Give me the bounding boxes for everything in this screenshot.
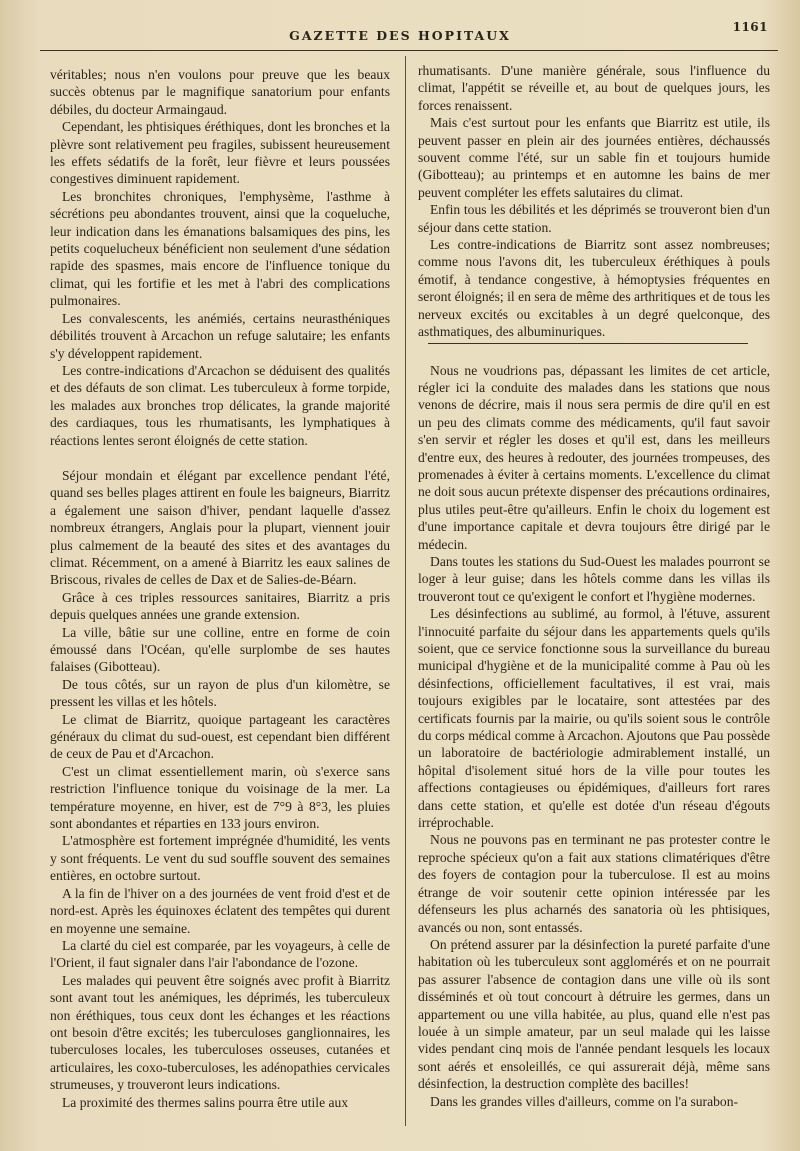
page-header (0, 28, 800, 48)
paragraph: La ville, bâtie sur une colline, entre en forme de coin émoussé dans l'Océan, qu'elle surplombe de ses hautes falaises (Gibotteau). (50, 624, 390, 675)
paragraph: De tous côtés, sur un rayon de plus d'un kilomètre, se pressent les villas et les hôtels. (50, 676, 390, 710)
column-divider (405, 56, 406, 1126)
paragraph: On prétend assurer par la désinfection la pureté parfaite d'une habitation où les tuberculeux sont agglomérés et on ne pourrait pas assurer l'absence de contagion dans une ville où ils sont disséminés et où tout concourt à détruire les germes, dans un appartement ou une villa habitée, au plus, quand elle n'est pas louée à un simple amateur, par un seul malade qui les laisse vides pendant cinq mois de l'année pendant lesquels les locaux sont aérés et ensoleillés, ce qui assurerait déjà, même sans désinfection, la destruction complète des bacilles! (418, 936, 770, 1092)
journal-title: GAZETTE DES HOPITAUX (289, 28, 511, 43)
paragraph: Les convalescents, les anémiés, certains neurasthéniques débilités trouvent à Arcachon un refuge salutaire; les enfants s'y développent rapidement. (50, 310, 390, 361)
section-gap (418, 344, 770, 362)
section-gap (50, 449, 390, 467)
paragraph: C'est un climat essentiellement marin, où s'exerce sans restriction l'influence tonique du voisinage de la mer. La température moyenne, en hiver, est de 7°9 à 8°3, les pluies sont abondantes et réparties en 133 jours environ. (50, 763, 390, 832)
paragraph: Le climat de Biarritz, quoique partageant les caractères généraux du climat du sud-ouest, est cependant bien différent de ceux de Pau et d'Arcachon. (50, 711, 390, 762)
paragraph: Mais c'est surtout pour les enfants que Biarritz est utile, ils peuvent passer en plein air des journées entières, déchaussés souvent comme l'été, sur un sable fin et toujours humide (Gibotteau); au printemps et en automne les bains de mer peuvent compléter les effets salutaires du climat. (418, 115, 770, 200)
paragraph: véritables; nous n'en voulons pour preuve que les beaux succès obtenus par le magnifique sanatorium pour enfants débiles, du docteur Armaingaud. (50, 67, 390, 117)
paragraph: Dans les grandes villes d'ailleurs, comme on l'a surabon- (430, 1093, 739, 1109)
header-rule (40, 50, 778, 51)
paragraph: A la fin de l'hiver on a des journées de vent froid d'est et de nord-est. Après les équinoxes éclatent des tempêtes qui durent en moyenne une semaine. (50, 885, 390, 936)
paragraph: Grâce à ces triples ressources sanitaires, Biarritz a pris depuis quelques années une grande extension. (50, 589, 390, 623)
paragraph: Les désinfections au sublimé, au formol, à l'étuve, assurent l'innocuité parfaite du séjour dans les appartements quels qu'ils soient, que ce service fonctionne sous la surveillance du bureau municipal d'hygiène et de la municipalité comme à Pau où les désinfections, officiellement facultatives, il est vrai, mais toujours exigibles par le locataire, sont attestées par des certificats fournis par la mairie, ou qu'ils soient sous le contrôle du corps médical comme à Arcachon. Ajoutons que Pau possède un laboratoire de bactériologie admirablement installé, un hôpital d'isolement situé hors de la ville pour toutes les affections contagieuses ou épidémiques, d'ailleurs fort rares dans cette station, et qu'elle est dotée d'un réseau d'égouts irréprochable. (418, 606, 770, 831)
paragraph: La proximité des thermes salins pourra être utile aux (62, 1094, 349, 1110)
paragraph: Séjour mondain et élégant par excellence pendant l'été, quand ses belles plages attirent en foule les baigneurs, Biarritz a également une saison d'hiver, pendant laquelle d'assez nombreux étrangers, Anglais pour la plupart, viennent jouir plus calmement de la beauté des sites et des avantages du climat. Récemment, on a amené à Biarritz les eaux salines de Briscous, rivales de celles de Dax et de Salies-de-Béarn. (50, 467, 390, 588)
paragraph: Dans toutes les stations du Sud-Ouest les malades pourront se loger à leur guise; dans les hôtels comme dans les villas ils trouveront tout ce qu'exigent le confort et l'hygiène modernes. (418, 553, 770, 604)
paragraph: L'atmosphère est fortement imprégnée d'humidité, les vents y sont fréquents. Le vent du sud souffle souvent des semaines entières, en octobre surtout. (50, 833, 390, 884)
page-number: 1161 (732, 20, 768, 34)
paragraph: Les contre-indications de Biarritz sont assez nombreuses; comme nous l'avons dit, les tuberculeux éréthiques à pouls émotif, à tendance congestive, à hémoptysies fréquentes en seront éloignés; il en sera de même des arthritiques et de tous les nerveux excités ou excitables à un degré quelconque, des asthmatiques, des albuminuriques. (418, 237, 770, 340)
paragraph: La clarté du ciel est comparée, par les voyageurs, à celle de l'Orient, il faut signaler dans l'air l'abondance de l'ozone. (50, 937, 390, 971)
paragraph: Les malades qui peuvent être soignés avec profit à Biarritz sont avant tout les anémiques, les déprimés, les tuberculeux non éréthiques, tous ceux dont les échanges et les réactions ont besoin d'être excités; les tuberculoses ganglionnaires, les tuberculoses locales, les tuberculoses osseuses, cutanées et articulaires, les coxo-tuberculoses, les adénopathies cervicales strumeuses, y trouveront leurs indications. (50, 972, 390, 1093)
paragraph: Les bronchites chroniques, l'emphysème, l'asthme à sécrétions peu abondantes trouvent, ainsi que la coqueluche, leur indication dans les émanations balsamiques des pins, les petits coquelucheux bénéficient non seulement d'une sédation rapide des spasmes, mais encore de l'influence tonique du climat, qui les fortifie et les met à l'abri des complications pulmonaires. (50, 188, 390, 309)
left-column (50, 66, 390, 1111)
paragraph: Cependant, les phtisiques éréthiques, dont les bronches et la plèvre sont relativement peu fragiles, subissent heureusement les effets sédatifs de la forêt, leur fièvre et leurs poussées congestives diminuent rapidement. (50, 119, 390, 187)
paragraph: rhumatisants. D'une manière générale, sous l'influence du climat, l'appétit se réveille et, au bout de quelques jours, les forces renaissent. (418, 63, 770, 113)
right-column (418, 62, 770, 1110)
paragraph: Nous ne voudrions pas, dépassant les limites de cet article, régler ici la conduite des malades dans les stations que nous venons de décrire, mais il nous sera permis de dire qu'il en est un peu des climats comme des médicaments, qu'il faut savoir s'en servir et régler les doses et qu'il est, dans les meilleurs d'entre eux, des heures à redouter, des journées trompeuses, des promenades à éviter à certains moments. L'excellence du climat ne doit sous aucun prétexte dispenser des précautions ordinaires, plus utiles peut-être qu'ailleurs. Enfin le choix du logement est d'une importance capitale et devra toujours être dirigé par le médecin. (418, 362, 770, 552)
paragraph: Les contre-indications d'Arcachon se déduisent des qualités et des défauts de son climat. Les tuberculeux à forme torpide, les malades aux bronches trop délicates, la grande majorité des cardiaques, tous les rhumatisants, les lymphatiques à réactions lentes seront éloignés de cette station. (50, 362, 390, 448)
paragraph: Nous ne pouvons pas en terminant ne pas protester contre le reproche spécieux qu'on a fait aux stations climatériques d'être des foyers de contagion pour la tuberculose. Il est au moins étrange de voir soutenir cette opinion intéressée par les défenseurs les plus acharnés des sanatoria où les phtisiques, avancés ou non, sont entassés. (418, 832, 770, 935)
paragraph: Enfin tous les débilités et les déprimés se trouveront bien d'un séjour dans cette station. (418, 202, 770, 235)
